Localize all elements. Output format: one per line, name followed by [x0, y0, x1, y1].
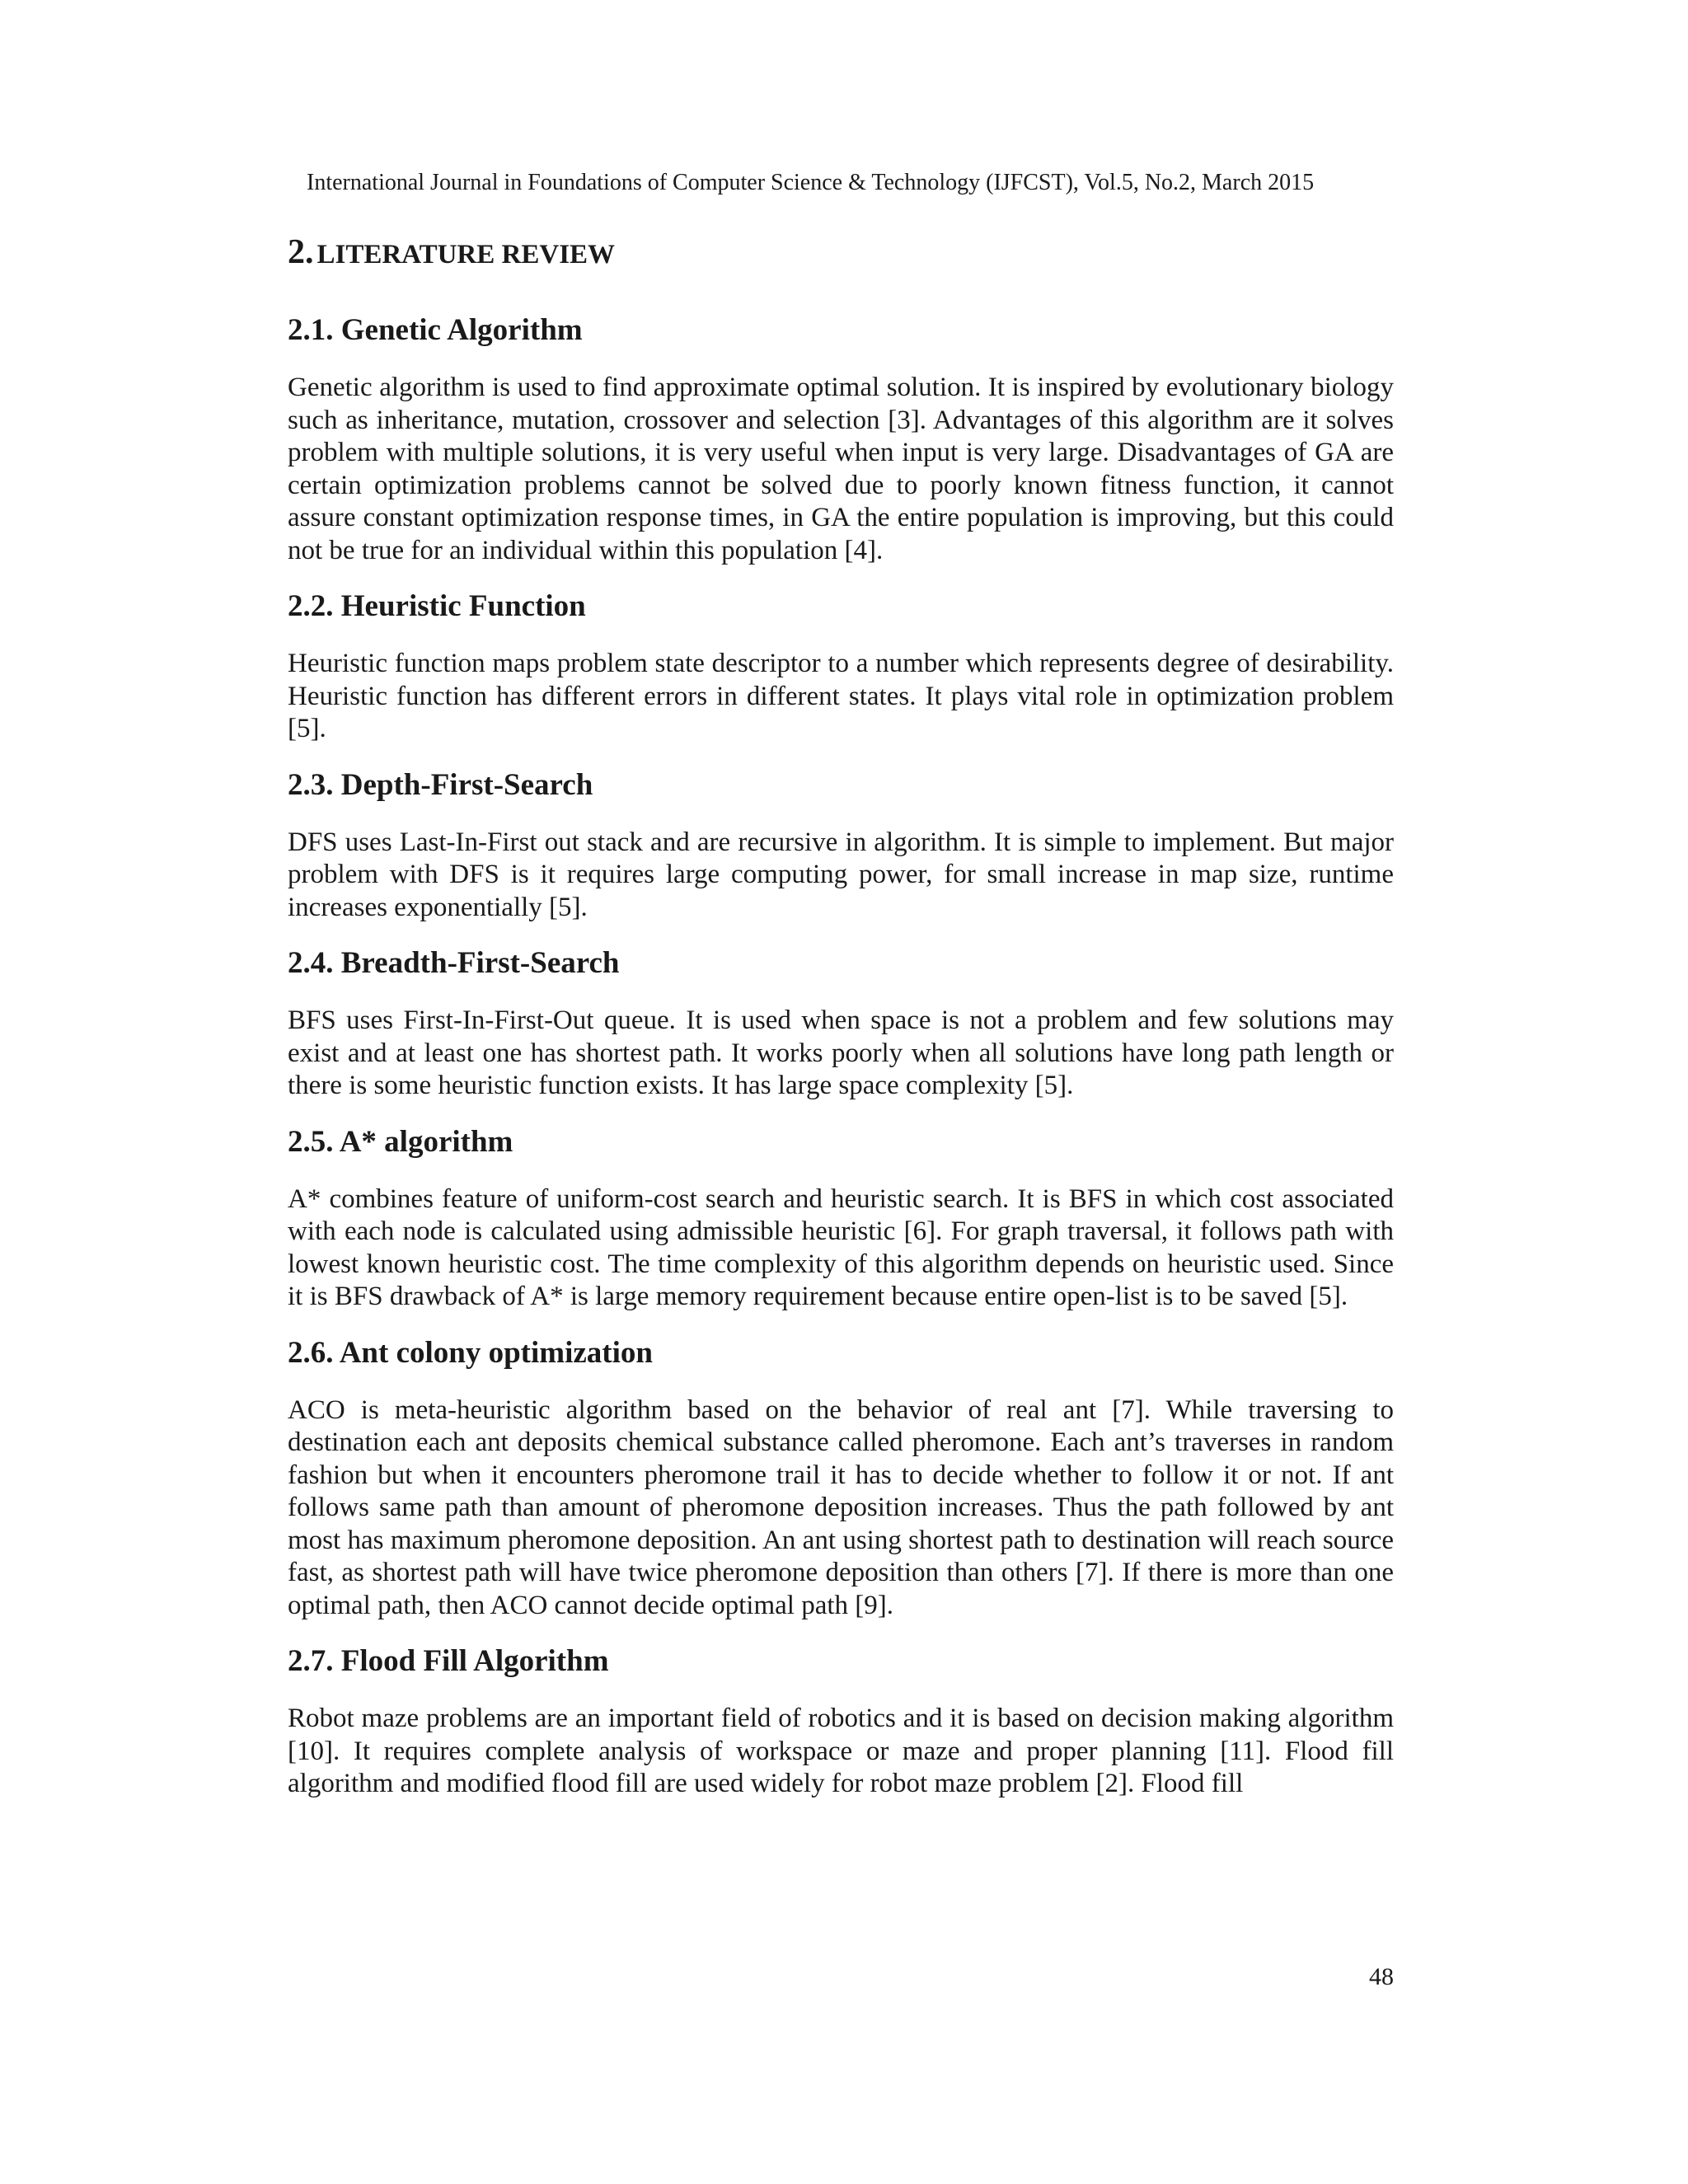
running-header: International Journal in Foundations of Computer Science & Technology (IJFCST), Vol.5, No.2, March 2015: [307, 170, 1315, 195]
section-heading-depth-first-search: 2.3. Depth-First-Search: [288, 767, 593, 802]
chapter-heading: [288, 232, 1394, 279]
page-number: 48: [1369, 1963, 1394, 1990]
article-body: [288, 232, 1394, 1821]
section-heading-flood-fill: 2.7. Flood Fill Algorithm: [288, 1644, 609, 1678]
chapter-number: 2.: [288, 233, 314, 271]
section-heading-heuristic-function: 2.2. Heuristic Function: [288, 589, 586, 623]
section-heading-genetic-algorithm: 2.1. Genetic Algorithm: [288, 313, 583, 347]
section-paragraph-ant-colony: ACO is meta-heuristic algorithm based on the behavior of real ant [7]. While traversing to destination each ant deposits chemical substance called pheromone. Each ant’s traverses in random fashion but when it encounters pheromone trail it has to decide whether to follow it or not. If ant follows same path than amount of pheromone deposition increases. Thus the path followed by ant most has maximum pheromone deposition. An ant using shortest path to destination will reach source fast, as shortest path will have twice pheromone deposition than others [7]. If there is more than one optimal path, then ACO cannot decide optimal path [9].: [288, 1394, 1394, 1620]
section-paragraph-a-star: A* combines feature of uniform-cost search and heuristic search. It is BFS in which cost associated with each node is calculated using admissible heuristic [6]. For graph traversal, it follows path with lowest known heuristic cost. The time complexity of this algorithm depends on heuristic used. Since it is BFS drawback of A* is large memory requirement because entire open-list is to be saved [5].: [288, 1183, 1394, 1311]
section-paragraph-genetic-algorithm: Genetic algorithm is used to find approximate optimal solution. It is inspired by evolutionary biology such as inheritance, mutation, crossover and selection [3]. Advantages of this algorithm are it solves problem with multiple solutions, it is very useful when input is very large. Disadvantages of GA are certain optimization problems cannot be solved due to poorly known fitness function, it cannot assure constant optimization response times, in GA the entire population is improving, but this could not be true for an individual within this population [4].: [288, 373, 1394, 565]
section-paragraph-heuristic-function: Heuristic function maps problem state descriptor to a number which represents degree of desirability. Heuristic function has different errors in different states. It plays vital role in optimization problem [5].: [288, 649, 1394, 743]
section-paragraph-flood-fill: Robot maze problems are an important field of robotics and it is based on decision making algorithm [10]. It requires complete analysis of workspace or maze and proper planning [11]. Flood fill algorithm and modified flood fill are used widely for robot maze problem [2]. Flood fill: [288, 1704, 1394, 1798]
chapter-title: LITERATURE REVIEW: [316, 240, 616, 269]
section-heading-ant-colony: 2.6. Ant colony optimization: [288, 1335, 653, 1370]
section-heading-a-star: 2.5. A* algorithm: [288, 1124, 513, 1159]
section-paragraph-depth-first-search: DFS uses Last-In-First out stack and are recursive in algorithm. It is simple to implement. But major problem with DFS is it requires large computing power, for small increase in map size, runtime increases exponentially [5].: [288, 827, 1394, 922]
section-paragraph-breadth-first-search: BFS uses First-In-First-Out queue. It is used when space is not a problem and few solutions may exist and at least one has shortest path. It works poorly when all solutions have long path length or there is some heuristic function exists. It has large space complexity [5].: [288, 1005, 1394, 1100]
section-heading-breadth-first-search: 2.4. Breadth-First-Search: [288, 946, 620, 980]
